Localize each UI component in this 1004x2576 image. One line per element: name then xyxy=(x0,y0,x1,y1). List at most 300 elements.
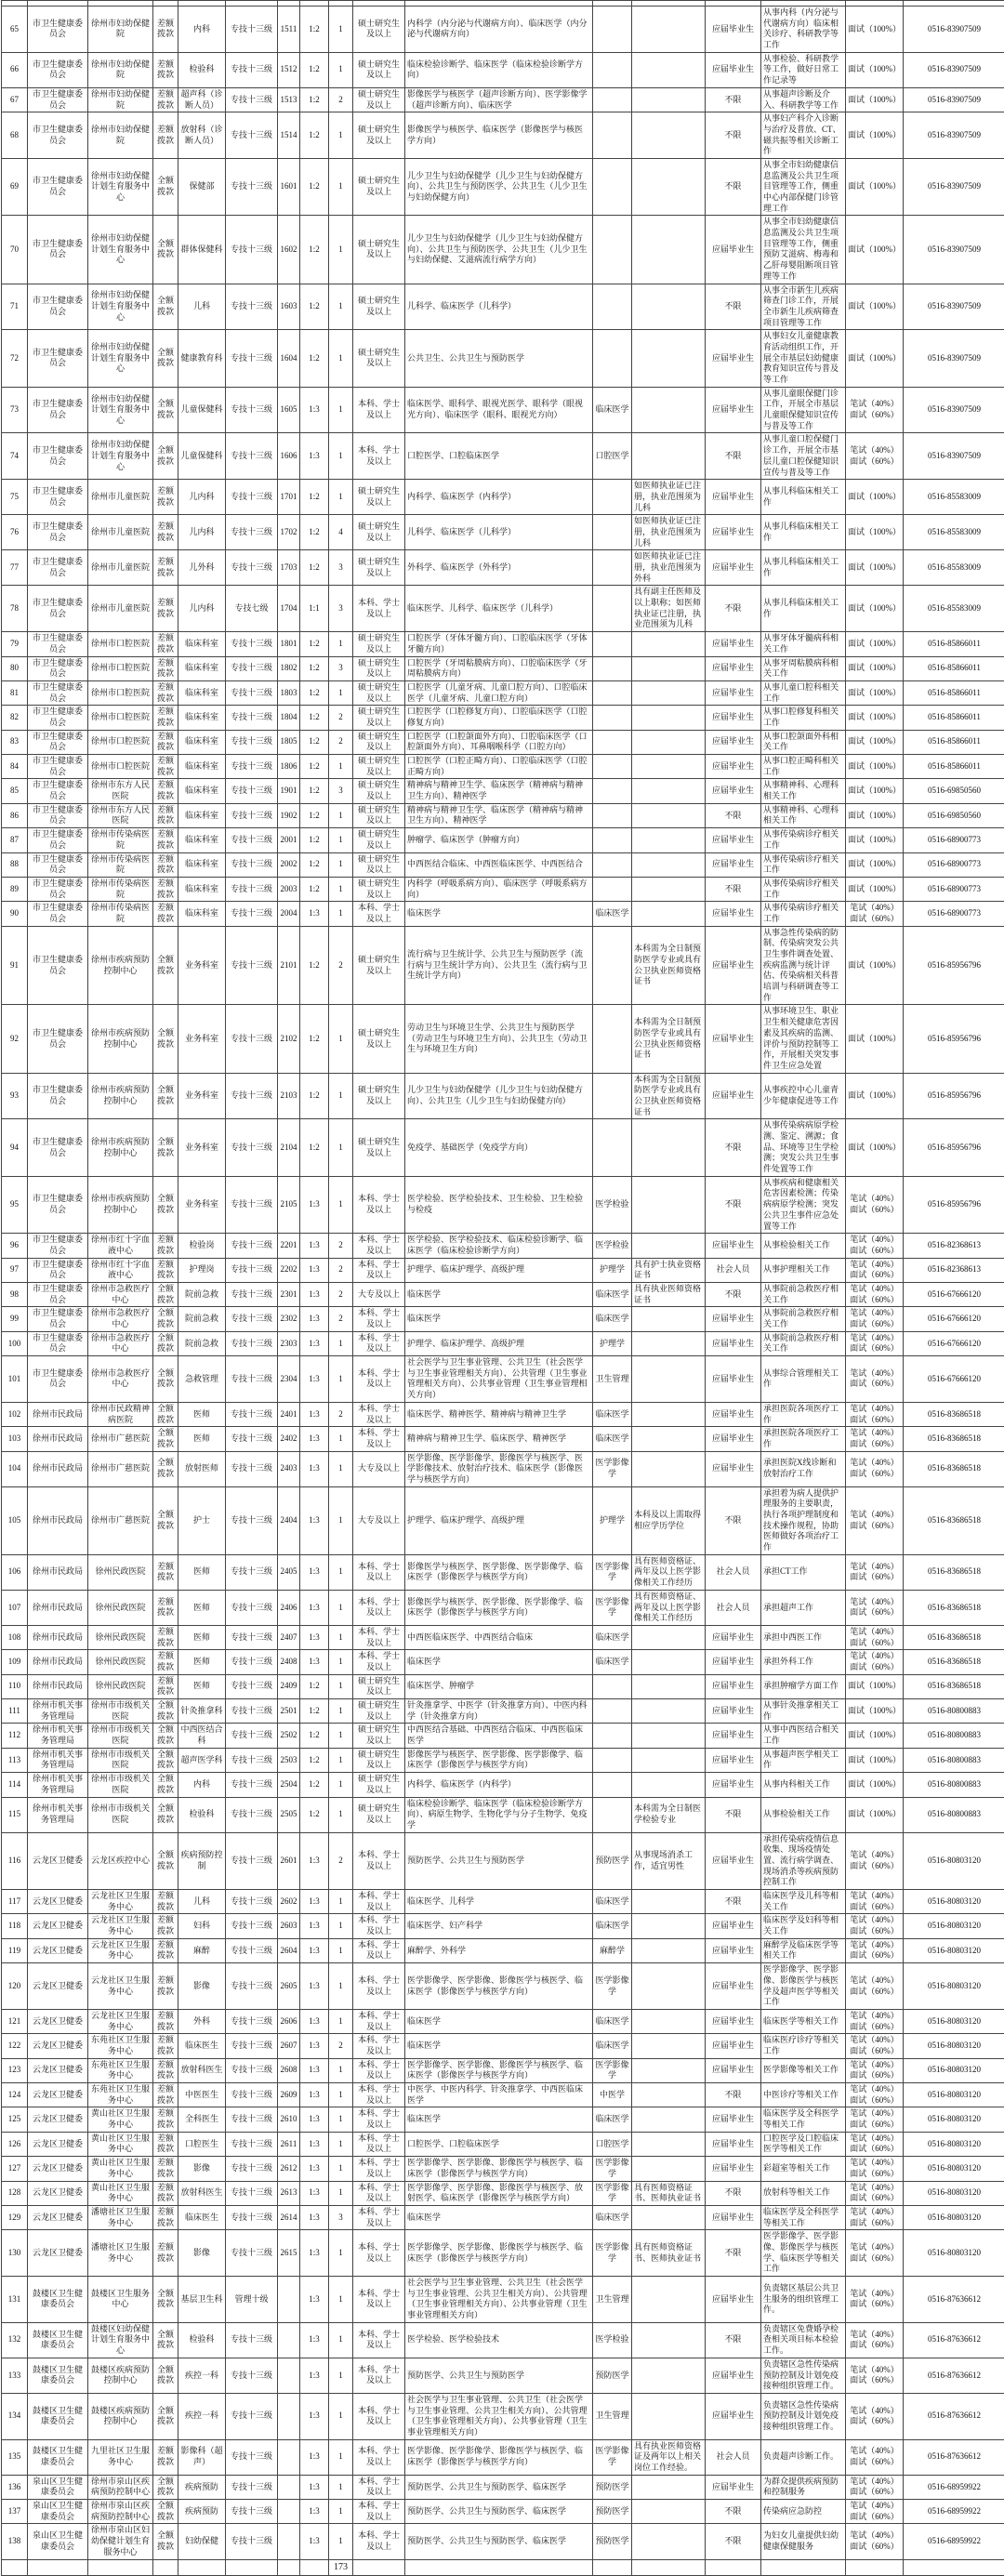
total-row xyxy=(2,2559,1004,2575)
cell-target: 应届毕业生 xyxy=(706,902,761,926)
cell-major: 社会医学与卫生事业管理、公共卫生（社会医学与卫生事业管理相关方向）、公共管理（卫生事业管理相关方向）、公共事业管理（卫生事业管理相关方向） xyxy=(405,1356,593,1403)
cell-funding: 全额拨款 xyxy=(153,1748,178,1772)
cell-count: 1 xyxy=(329,7,353,53)
cell-code: 2606 xyxy=(278,2009,300,2033)
cell-target: 社会人员 xyxy=(706,1258,761,1282)
cell-other xyxy=(632,1773,706,1797)
cell-phone: 0516-85956796 xyxy=(904,1073,1004,1119)
cell-other xyxy=(632,2475,706,2499)
cell-post: 群体保健科 xyxy=(178,216,226,284)
cell-duties: 麻醉学及临床医学等相关工作 xyxy=(761,1938,846,1962)
cell-major: 临床检验诊断学、临床医学（临床检验诊断学方向）、病原生物学、生物化学与分子生物学、免疫学 xyxy=(405,1797,593,1832)
cell-other xyxy=(632,2157,706,2181)
cell-ratio: 1:2 xyxy=(300,1699,329,1724)
cell-post: 护理岗 xyxy=(178,1258,226,1282)
cell-post: 影像 xyxy=(178,1963,226,2010)
cell-other xyxy=(632,2205,706,2229)
table-row xyxy=(2,632,1004,656)
cell-dept: 市卫生健康委员会 xyxy=(28,828,88,852)
cell-dept: 云龙区卫健委 xyxy=(28,2083,88,2107)
cell-target: 应届毕业生 xyxy=(706,2034,761,2058)
cell-seq: 131 xyxy=(2,2277,28,2323)
cell-education: 本科、学士及以上 xyxy=(353,1258,405,1282)
cell-grade: 专技十三级 xyxy=(226,112,278,159)
cell-exam: 面试（100%） xyxy=(846,1773,904,1797)
cell-count: 2 xyxy=(329,1307,353,1331)
cell-exam: 面试（100%） xyxy=(846,877,904,901)
cell-code xyxy=(278,2559,300,2575)
cell-exam: 面试（100%） xyxy=(846,7,904,53)
cell-code: 1701 xyxy=(278,480,300,515)
cell-ratio: 1:2 xyxy=(300,656,329,680)
cell-other xyxy=(632,2132,706,2156)
cell-post: 检验科 xyxy=(178,52,226,87)
table-row xyxy=(2,87,1004,112)
cell-count: 1 xyxy=(329,2083,353,2107)
cell-funding: 全额拨款 xyxy=(153,1773,178,1797)
cell-education: 硕士研究生及以上 xyxy=(353,1119,405,1176)
cell-unit: 徐州市东方人民医院 xyxy=(88,779,153,803)
cell-dept: 市卫生健康委员会 xyxy=(28,216,88,284)
cell-other xyxy=(632,656,706,680)
cell-degree xyxy=(593,1119,632,1176)
cell-degree: 护理学 xyxy=(593,1486,632,1554)
cell-duties: 承担医院X线诊断和放射治疗工作 xyxy=(761,1451,846,1486)
table-row xyxy=(2,2358,1004,2393)
cell-funding: 差额拨款 xyxy=(153,656,178,680)
cell-ratio: 1:3 xyxy=(300,2230,329,2277)
cell-unit: 潘塘社区卫生服务中心 xyxy=(88,2230,153,2277)
cell-duties: 负责辖区急性传染病预防控制及计划免疫接种组织管理工作。 xyxy=(761,2358,846,2393)
cell-code: 2406 xyxy=(278,1590,300,1625)
cell-code xyxy=(278,2439,300,2475)
cell-post: 疾病预防控制 xyxy=(178,1832,226,1889)
cell-exam: 笔试（40%）面试（60%） xyxy=(846,1258,904,1282)
cell-grade: 专技十三级 xyxy=(226,1832,278,1889)
cell-target: 应届毕业生 xyxy=(706,387,761,433)
cell-major: 口腔医学（牙体牙髓方向）、口腔临床医学（牙体牙髓方向） xyxy=(405,632,593,656)
cell-seq: 79 xyxy=(2,632,28,656)
cell-grade: 专技十三级 xyxy=(226,330,278,387)
cell-count: 1 xyxy=(329,2181,353,2205)
cell-exam: 面试（100%） xyxy=(846,1674,904,1698)
cell-ratio: 1:2 xyxy=(300,1674,329,1698)
cell-funding: 全额拨款 xyxy=(153,284,178,330)
cell-seq: 110 xyxy=(2,1674,28,1698)
cell-dept: 市卫生健康委员会 xyxy=(28,112,88,159)
cell-target: 应届毕业生 xyxy=(706,755,761,779)
cell-major: 临床医学 xyxy=(405,1307,593,1331)
cell-phone: 0516-87636612 xyxy=(904,2277,1004,2323)
cell-major: 护理学、临床护理学、高级护理 xyxy=(405,1258,593,1282)
cell-dept: 徐州市民政局 xyxy=(28,1590,88,1625)
cell-seq: 98 xyxy=(2,1282,28,1306)
cell-target: 应届毕业生 xyxy=(706,1674,761,1698)
cell-grade: 专技十三级 xyxy=(226,1938,278,1962)
cell-exam: 笔试（40%）面试（60%） xyxy=(846,2181,904,2205)
cell-grade: 专技十三级 xyxy=(226,433,278,480)
cell-post: 影像 xyxy=(178,2230,226,2277)
cell-other: 具有护士执业资格证书 xyxy=(632,1258,706,1282)
cell-degree: 临床医学 xyxy=(593,2009,632,2033)
cell-duties: 从事儿童口腔保健门诊工作，开展全市基层儿童口腔保健知识宣传与普及等工作 xyxy=(761,433,846,480)
cell-code: 2101 xyxy=(278,926,300,1005)
cell-count: 1 xyxy=(329,803,353,827)
cell-count: 3 xyxy=(329,550,353,586)
cell-post: 急救管理 xyxy=(178,1356,226,1403)
cell-ratio: 1:3 xyxy=(300,433,329,480)
cell-funding: 差额拨款 xyxy=(153,1650,178,1674)
cell-target: 应届毕业生 xyxy=(706,2132,761,2156)
cell-unit: 徐州市妇幼保健院 xyxy=(88,7,153,53)
cell-phone: 0516-82368613 xyxy=(904,1258,1004,1282)
cell-code: 2612 xyxy=(278,2157,300,2181)
cell-other xyxy=(632,877,706,901)
cell-grade: 专技十三级 xyxy=(226,2524,278,2559)
cell-education: 硕士研究生及以上 xyxy=(353,803,405,827)
cell-education: 本科、学士及以上 xyxy=(353,1356,405,1403)
cell-education: 本科、学士及以上 xyxy=(353,1590,405,1625)
cell-other xyxy=(632,1674,706,1698)
cell-dept: 市卫生健康委员会 xyxy=(28,433,88,480)
cell-education: 本科、学士及以上 xyxy=(353,2524,405,2559)
cell-count: 1 xyxy=(329,112,353,159)
cell-seq: 107 xyxy=(2,1590,28,1625)
cell-ratio: 1:3 xyxy=(300,1554,329,1590)
cell-target: 不限 xyxy=(706,87,761,112)
cell-count: 2 xyxy=(329,1234,353,1258)
cell-ratio: 1:2 xyxy=(300,7,329,53)
cell-education: 硕士研究生及以上 xyxy=(353,7,405,53)
cell-count: 1 xyxy=(329,852,353,877)
cell-exam: 笔试（40%）面试（60%） xyxy=(846,1832,904,1889)
cell-ratio: 1:2 xyxy=(300,1797,329,1832)
cell-grade: 专技十三级 xyxy=(226,730,278,754)
cell-code: 1801 xyxy=(278,632,300,656)
cell-dept: 市卫生健康委员会 xyxy=(28,158,88,215)
cell-grade: 专技十三级 xyxy=(226,877,278,901)
cell-dept: 市卫生健康委员会 xyxy=(28,550,88,586)
cell-seq: 136 xyxy=(2,2475,28,2499)
cell-code: 2403 xyxy=(278,1451,300,1486)
cell-exam: 笔试（40%）面试（60%） xyxy=(846,1451,904,1486)
cell-target: 应届毕业生 xyxy=(706,1451,761,1486)
cell-count: 1 xyxy=(329,1938,353,1962)
cell-post: 临床科室 xyxy=(178,680,226,705)
cell-exam: 笔试（40%）面试（60%） xyxy=(846,1176,904,1233)
cell-grade: 专技十三级 xyxy=(226,515,278,550)
table-row xyxy=(2,1625,1004,1649)
cell-major: 医学影像、医学影像学、影像医学与核医学、临床医学（影像医学与核医学方向） xyxy=(405,2439,593,2475)
cell-ratio: 1:2 xyxy=(300,330,329,387)
cell-other: 本科需为全日制预防医学专业或具有公卫执业医师资格证书 xyxy=(632,926,706,1005)
cell-target: 应届毕业生 xyxy=(706,1356,761,1403)
cell-funding: 差额拨款 xyxy=(153,902,178,926)
cell-exam: 面试（100%） xyxy=(846,216,904,284)
cell-education: 硕士研究生及以上 xyxy=(353,330,405,387)
cell-degree xyxy=(593,216,632,284)
table-row xyxy=(2,2500,1004,2524)
cell-post: 中西医结合科 xyxy=(178,1724,226,1748)
cell-code: 2303 xyxy=(278,1331,300,1355)
cell-phone: 0516-85956796 xyxy=(904,1176,1004,1233)
cell-duties: 从事超声诊断及介入、科研教学等工作 xyxy=(761,87,846,112)
cell-count: 1 xyxy=(329,1699,353,1724)
cell-unit: 徐州市广慈医院 xyxy=(88,1451,153,1486)
cell-degree xyxy=(593,706,632,730)
cell-dept: 徐州市民政局 xyxy=(28,1486,88,1554)
cell-grade: 专技十三级 xyxy=(226,1625,278,1649)
cell-count: 2 xyxy=(329,2034,353,2058)
cell-code: 1603 xyxy=(278,284,300,330)
cell-major: 社会医学与卫生事业管理、公共卫生（社会医学与卫生事业管理、公共卫生相关方向）、公共管理（卫生事业管理相关方向）、公共事业管理（卫生事业管理相关方向） xyxy=(405,2393,593,2439)
cell-education: 本科、学士及以上 xyxy=(353,2277,405,2323)
cell-post: 麻醉 xyxy=(178,1938,226,1962)
table-row xyxy=(2,2439,1004,2475)
cell-code: 2405 xyxy=(278,1554,300,1590)
cell-seq: 81 xyxy=(2,680,28,705)
cell-duties: 医学影像学、医学影像、影像医学与核医学及超声医学等相关工作 xyxy=(761,1963,846,2010)
cell-code: 2002 xyxy=(278,852,300,877)
cell-unit: 徐州市疾病预防控制中心 xyxy=(88,926,153,1005)
cell-post: 超声医学科 xyxy=(178,1748,226,1772)
cell-major: 医学影像学、医学影像、影像医学与核医学、临床医学（影像医学与核医学方向） xyxy=(405,1963,593,2010)
cell-duties: 从事检验相关工作 xyxy=(761,1797,846,1832)
cell-phone: 0516-68900773 xyxy=(904,828,1004,852)
cell-unit: 徐州市市级机关医院 xyxy=(88,1724,153,1748)
cell-count: 1 xyxy=(329,2322,353,2358)
cell-ratio: 1:3 xyxy=(300,2009,329,2033)
cell-unit: 徐州市东方人民医院 xyxy=(88,803,153,827)
cell-ratio: 1:3 xyxy=(300,2439,329,2475)
cell-post: 临床科室 xyxy=(178,632,226,656)
cell-dept: 鼓楼区卫生健康委员会 xyxy=(28,2393,88,2439)
cell-exam: 面试（100%） xyxy=(846,1073,904,1119)
cell-phone: 0516-83686518 xyxy=(904,1674,1004,1698)
cell-phone: 0516-83907509 xyxy=(904,52,1004,87)
cell-count: 1 xyxy=(329,158,353,215)
cell-education xyxy=(353,2559,405,2575)
cell-target: 不限 xyxy=(706,2500,761,2524)
cell-count: 3 xyxy=(329,779,353,803)
cell-code: 2302 xyxy=(278,1307,300,1331)
cell-exam: 笔试（40%）面试（60%） xyxy=(846,2393,904,2439)
cell-dept: 云龙区卫健委 xyxy=(28,2181,88,2205)
cell-other xyxy=(632,158,706,215)
cell-target: 应届毕业生 xyxy=(706,1073,761,1119)
cell-phone: 0516-83907509 xyxy=(904,330,1004,387)
cell-funding: 差额拨款 xyxy=(153,1890,178,1914)
cell-exam: 笔试（40%）面试（60%） xyxy=(846,2157,904,2181)
cell-seq: 113 xyxy=(2,1748,28,1772)
table-row xyxy=(2,852,1004,877)
cell-count: 3 xyxy=(329,2205,353,2229)
cell-dept: 市卫生健康委员会 xyxy=(28,1307,88,1331)
cell-code: 2604 xyxy=(278,1938,300,1962)
cell-code: 2103 xyxy=(278,1073,300,1119)
cell-dept: 市卫生健康委员会 xyxy=(28,656,88,680)
cell-target: 应届毕业生 xyxy=(706,1832,761,1889)
cell-other xyxy=(632,1724,706,1748)
cell-post xyxy=(178,2559,226,2575)
cell-grade: 专技十三级 xyxy=(226,828,278,852)
cell-target: 不限 xyxy=(706,877,761,901)
cell-dept: 市卫生健康委员会 xyxy=(28,515,88,550)
cell-other xyxy=(632,1234,706,1258)
cell-phone: 0516-80800883 xyxy=(904,1773,1004,1797)
cell-grade: 专技十三级 xyxy=(226,852,278,877)
cell-duties: 从事全市新生儿疾病筛查门诊工作，开展全市新生儿疾病筛查项目管理等工作 xyxy=(761,284,846,330)
cell-seq: 120 xyxy=(2,1963,28,2010)
cell-seq: 72 xyxy=(2,330,28,387)
cell-count: 1 xyxy=(329,330,353,387)
cell-dept: 鼓楼区卫生健康委员会 xyxy=(28,2439,88,2475)
cell-duties: 从事精神科、心理科相关工作 xyxy=(761,803,846,827)
cell-count: 1 xyxy=(329,2107,353,2132)
cell-funding: 差额拨款 xyxy=(153,2205,178,2229)
cell-unit: 徐州市儿童医院 xyxy=(88,515,153,550)
table-row xyxy=(2,216,1004,284)
cell-funding: 差额拨款 xyxy=(153,52,178,87)
cell-count: 2 xyxy=(329,1258,353,1282)
cell-seq: 130 xyxy=(2,2230,28,2277)
cell-major: 影像医学与核医学、临床医学（影像医学与核医学方向） xyxy=(405,112,593,159)
cell-other xyxy=(632,1748,706,1772)
cell-dept: 鼓楼区卫生健康委员会 xyxy=(28,2277,88,2323)
cell-seq: 112 xyxy=(2,1724,28,1748)
cell-exam: 笔试（40%）面试（60%） xyxy=(846,1963,904,2010)
table-row xyxy=(2,2009,1004,2033)
cell-major: 肿瘤学、临床医学（肿瘤方向） xyxy=(405,828,593,852)
cell-phone: 0516-67666120 xyxy=(904,1307,1004,1331)
cell-funding: 差额拨款 xyxy=(153,2439,178,2475)
cell-ratio: 1:1 xyxy=(300,586,329,632)
cell-education: 硕士研究生及以上 xyxy=(353,480,405,515)
cell-grade: 专技十三级 xyxy=(226,1748,278,1772)
cell-degree: 卫生管理 xyxy=(593,2393,632,2439)
cell-ratio: 1:3 xyxy=(300,1427,329,1451)
cell-funding: 全额拨款 xyxy=(153,1307,178,1331)
cell-exam: 笔试（40%）面试（60%） xyxy=(846,2009,904,2033)
cell-code: 1902 xyxy=(278,803,300,827)
cell-code xyxy=(278,2475,300,2499)
cell-major: 临床医学、儿科学、临床医学（儿科学） xyxy=(405,586,593,632)
cell-other xyxy=(632,52,706,87)
cell-funding: 全额拨款 xyxy=(153,1402,178,1426)
cell-seq: 84 xyxy=(2,755,28,779)
cell-target: 应届毕业生 xyxy=(706,1963,761,2010)
cell-exam: 笔试（40%）面试（60%） xyxy=(846,2500,904,2524)
cell-exam: 面试（100%） xyxy=(846,656,904,680)
table-row xyxy=(2,158,1004,215)
cell-exam: 笔试（40%）面试（60%） xyxy=(846,1938,904,1962)
cell-phone: 0516-80803120 xyxy=(904,2107,1004,2132)
cell-degree xyxy=(593,926,632,1005)
cell-degree xyxy=(593,515,632,550)
cell-dept: 云龙区卫健委 xyxy=(28,2107,88,2132)
cell-exam: 笔试（40%）面试（60%） xyxy=(846,2358,904,2393)
cell-major: 护理学、临床护理学、高级护理 xyxy=(405,1331,593,1355)
cell-phone: 0516-67666120 xyxy=(904,1356,1004,1403)
cell-dept: 市卫生健康委员会 xyxy=(28,87,88,112)
cell-ratio: 1:3 xyxy=(300,1486,329,1554)
cell-count: 1 xyxy=(329,1119,353,1176)
cell-duties: 承担超声工作 xyxy=(761,1590,846,1625)
cell-post: 临床科室 xyxy=(178,755,226,779)
cell-post: 放射医师 xyxy=(178,1451,226,1486)
cell-dept: 徐州市民政局 xyxy=(28,1674,88,1698)
cell-dept: 云龙区卫健委 xyxy=(28,2157,88,2181)
cell-education: 硕士研究生及以上 xyxy=(353,284,405,330)
cell-ratio: 1:2 xyxy=(300,216,329,284)
cell-education: 大专及以上 xyxy=(353,1451,405,1486)
cell-duties: 承担中西医工作 xyxy=(761,1625,846,1649)
table-row xyxy=(2,656,1004,680)
cell-education: 本科、学士及以上 xyxy=(353,1331,405,1355)
cell-seq: 100 xyxy=(2,1331,28,1355)
cell-other: 本科需为全日制预防医学专业或具有公卫执业医师资格证书 xyxy=(632,1005,706,1073)
cell-duties: 承担医院各项医疗工作 xyxy=(761,1402,846,1426)
cell-code: 2501 xyxy=(278,1699,300,1724)
cell-exam: 笔试（40%）面试（60%） xyxy=(846,1402,904,1426)
cell-post: 临床科室 xyxy=(178,852,226,877)
cell-phone: 0516-80803120 xyxy=(904,1890,1004,1914)
cell-duties: 临床医学等相关工作 xyxy=(761,2009,846,2033)
cell-education: 硕士研究生及以上 xyxy=(353,1699,405,1724)
cell-unit: 徐州民政医院 xyxy=(88,1674,153,1698)
cell-count: 1 xyxy=(329,1773,353,1797)
cell-degree: 临床医学 xyxy=(593,1402,632,1426)
cell-phone: 0516-83907509 xyxy=(904,387,1004,433)
cell-seq: 83 xyxy=(2,730,28,754)
table-row xyxy=(2,1554,1004,1590)
cell-funding: 差额拨款 xyxy=(153,2230,178,2277)
cell-education: 本科、学士及以上 xyxy=(353,2132,405,2156)
cell-code: 1602 xyxy=(278,216,300,284)
cell-degree: 预防医学 xyxy=(593,2524,632,2559)
cell-seq: 116 xyxy=(2,1832,28,1889)
cell-dept: 市卫生健康委员会 xyxy=(28,902,88,926)
cell-degree xyxy=(593,1797,632,1832)
cell-funding: 全额拨款 xyxy=(153,2358,178,2393)
cell-seq: 126 xyxy=(2,2132,28,2156)
cell-education: 本科、学士及以上 xyxy=(353,2500,405,2524)
cell-exam: 笔试（40%）面试（60%） xyxy=(846,1625,904,1649)
table-row xyxy=(2,2277,1004,2323)
table-row xyxy=(2,2083,1004,2107)
cell-target: 应届毕业生 xyxy=(706,632,761,656)
cell-duties: 从事儿科临床相关工作 xyxy=(761,550,846,586)
cell-duties: 从事针灸推拿相关工作 xyxy=(761,1699,846,1724)
cell-other: 如医师执业证已注册，执业范围须为儿科 xyxy=(632,515,706,550)
cell-count: 3 xyxy=(329,656,353,680)
cell-education: 本科、学士及以上 xyxy=(353,1307,405,1331)
cell-major: 临床医学 xyxy=(405,2107,593,2132)
cell-grade: 专技十三级 xyxy=(226,1590,278,1625)
cell-major: 预防医学、公共卫生与预防医学、临床医学 xyxy=(405,2524,593,2559)
cell-degree: 医学检验 xyxy=(593,1176,632,1233)
cell-unit: 徐州市妇幼保健计划生育服务中心 xyxy=(88,216,153,284)
cell-major: 医学影像学、医学影像、影像医学与核医学、临床医学（影像医学与核医学方向） xyxy=(405,2157,593,2181)
cell-ratio: 1:2 xyxy=(300,828,329,852)
cell-funding: 全额拨款 xyxy=(153,1486,178,1554)
cell-code: 1804 xyxy=(278,706,300,730)
cell-dept: 市卫生健康委员会 xyxy=(28,1005,88,1073)
cell-degree xyxy=(593,550,632,586)
table-row xyxy=(2,1699,1004,1724)
cell-duties: 从事传染病诊疗相关工作 xyxy=(761,828,846,852)
cell-exam: 面试（100%） xyxy=(846,1797,904,1832)
